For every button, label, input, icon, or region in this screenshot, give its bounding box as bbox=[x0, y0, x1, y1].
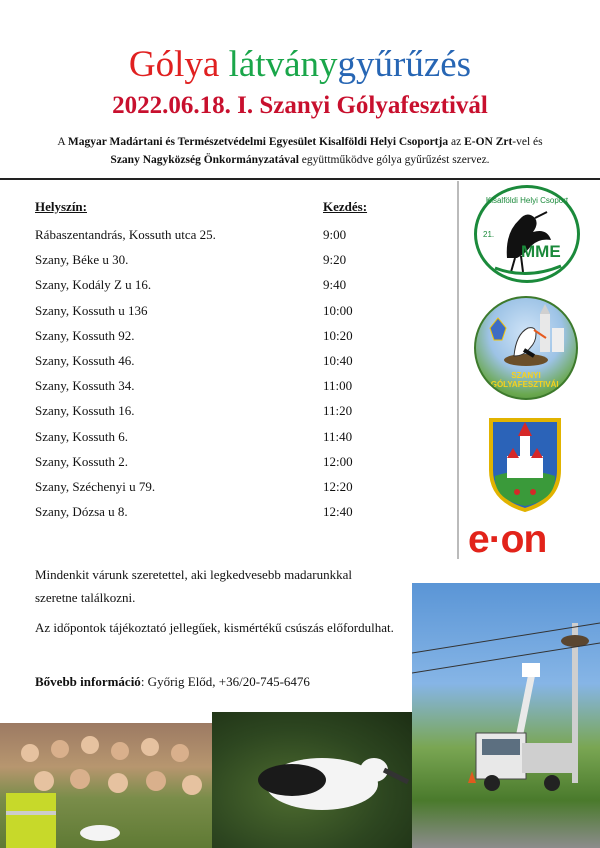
children-photo bbox=[0, 723, 212, 848]
schedule-row bbox=[35, 400, 405, 425]
schedule-place: Szany, Dózsa u 8. bbox=[35, 504, 128, 520]
intro-c: -vel és bbox=[512, 136, 543, 148]
place-header: Helyszín: bbox=[35, 199, 87, 214]
stork-silhouette-icon bbox=[477, 188, 577, 280]
schedule-time: 11:40 bbox=[323, 428, 353, 444]
mme-number: 21. bbox=[483, 230, 495, 239]
schedule-place: Szany, Széchenyi u 79. bbox=[35, 478, 156, 494]
schedule-place: Szany, Kossuth 16. bbox=[35, 403, 135, 419]
time-header: Kezdés: bbox=[323, 199, 368, 214]
schedule-place: Szany, Kossuth 46. bbox=[35, 352, 135, 368]
schedule-time: 9:40 bbox=[323, 277, 347, 293]
schedule-time: 10:40 bbox=[323, 352, 353, 368]
welcome-text: Mindenkit várunk szeretettel, aki legkedvesebb madarunkkal szeretne találkozni. bbox=[35, 567, 352, 605]
schedule-place: Szany, Kodály Z u 16. bbox=[35, 277, 152, 293]
info-label: Bővebb információ bbox=[35, 674, 141, 689]
schedule-row bbox=[35, 451, 405, 476]
mme-logo bbox=[474, 185, 580, 283]
schedule-time: 12:00 bbox=[323, 453, 353, 469]
schedule-place: Szany, Kossuth 92. bbox=[35, 327, 135, 343]
children-crowd-icon bbox=[0, 723, 212, 848]
mme-ring-text: Kisalföldi Helyi Csoport bbox=[485, 196, 569, 205]
stork-chick-photo bbox=[212, 712, 412, 848]
schedule-place: Szany, Kossuth u 136 bbox=[35, 302, 148, 318]
schedule-time: 12:20 bbox=[323, 478, 353, 494]
coat-of-arms-icon bbox=[487, 416, 563, 512]
intro-gov: Szany Nagyközség Önkormányzatával bbox=[110, 154, 299, 166]
intro-org: Magyar Madártani és Természetvédelmi Egyesület Kisalföldi Helyi Csoportja bbox=[67, 136, 449, 148]
mme-text: MME bbox=[521, 242, 561, 261]
title-part-gyuruzes: gyűrűzés bbox=[337, 44, 472, 85]
title-part-latvany: látvány bbox=[228, 44, 338, 85]
bucket-truck-icon bbox=[412, 583, 600, 848]
schedule-row bbox=[35, 325, 405, 350]
intro-b: az bbox=[448, 136, 465, 148]
festival-label: SZANYI GÓLYAFESZTIVÁL bbox=[490, 371, 562, 389]
schedule-row bbox=[35, 501, 405, 526]
title-part-golya: Gólya bbox=[128, 44, 229, 85]
stork-chick-icon bbox=[212, 712, 412, 848]
schedule-place: Szany, Kossuth 6. bbox=[35, 428, 129, 444]
schedule-row bbox=[35, 300, 405, 325]
schedule-table bbox=[35, 224, 405, 526]
schedule-row bbox=[35, 476, 405, 501]
schedule-place: Szany, Béke u 30. bbox=[35, 252, 129, 268]
schedule-row bbox=[35, 375, 405, 400]
schedule-time: 12:40 bbox=[323, 504, 353, 520]
festival-logo bbox=[474, 296, 578, 400]
schedule-time: 10:00 bbox=[323, 302, 353, 318]
intro-text bbox=[30, 133, 570, 169]
intro-a: A bbox=[57, 136, 68, 148]
logo-column-divider bbox=[457, 181, 459, 559]
schedule-row bbox=[35, 249, 405, 274]
schedule-row bbox=[35, 274, 405, 299]
schedule-row bbox=[35, 350, 405, 375]
info-text: : Győrig Előd, +36/20-745-6476 bbox=[140, 674, 310, 689]
intro-d: együttműködve gólya gyűrűzést szervez. bbox=[298, 154, 490, 166]
schedule-place: Szany, Kossuth 34. bbox=[35, 378, 135, 394]
schedule-time: 10:20 bbox=[323, 327, 353, 343]
bucket-truck-photo bbox=[412, 583, 600, 848]
intro-eon: E-ON Zrt bbox=[464, 136, 513, 148]
notice-text: Az időpontok tájékoztató jellegűek, kismértékű csúszás előfordulhat. bbox=[35, 620, 394, 635]
schedule-time: 11:20 bbox=[323, 403, 353, 419]
header-divider bbox=[0, 178, 600, 180]
schedule-place: Szany, Kossuth 2. bbox=[35, 453, 129, 469]
schedule-time: 9:20 bbox=[323, 252, 347, 268]
schedule-time: 11:00 bbox=[323, 378, 353, 394]
poster-subtitle: 2022.06.18. I. Szanyi Gólyafesztivál bbox=[112, 92, 488, 119]
schedule-time: 9:00 bbox=[323, 227, 347, 242]
eon-logo: e·on bbox=[468, 518, 547, 561]
poster-title bbox=[0, 44, 600, 86]
schedule-row bbox=[35, 426, 405, 451]
schedule-row bbox=[35, 224, 405, 249]
info-line bbox=[35, 670, 395, 693]
schedule-place: Rábaszentandrás, Kossuth utca 25. bbox=[35, 227, 216, 242]
